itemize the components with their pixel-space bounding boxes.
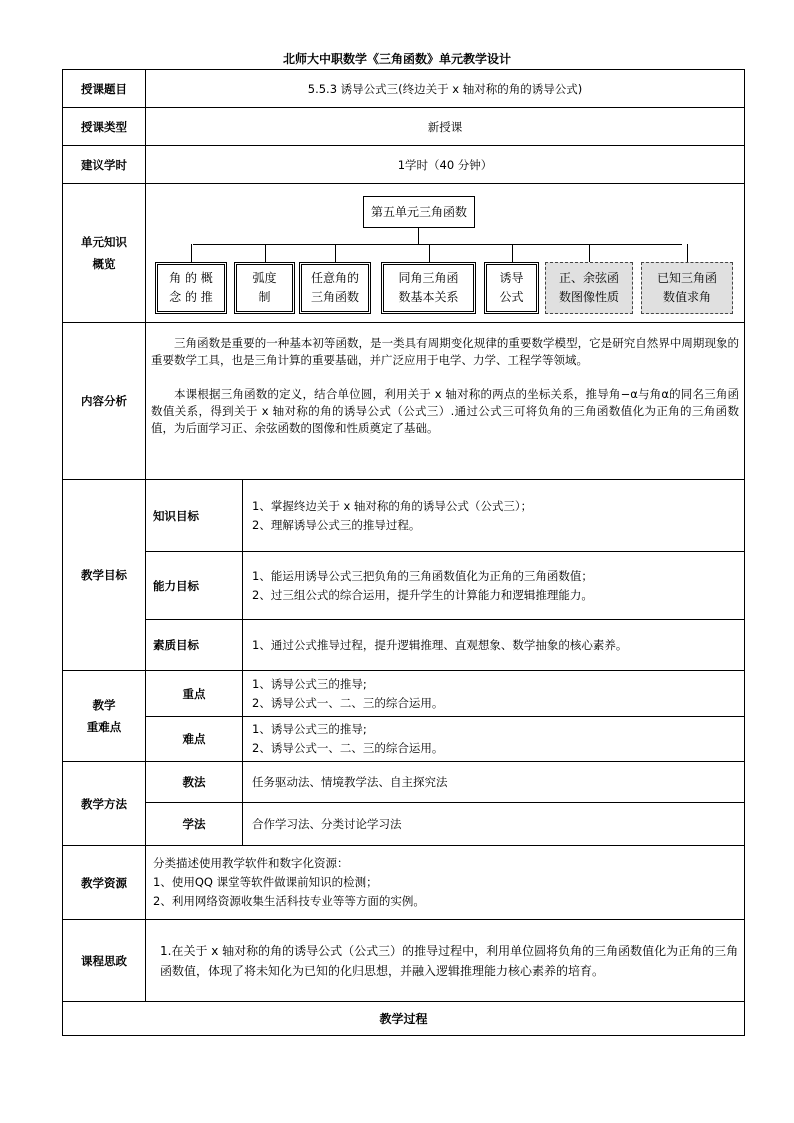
content-paragraph-1: 三角函数是重要的一种基本初等函数，是一类具有周期变化规律的重要数学模型，它是研究自然界中周期现象的重要数学工具，也是三角计算的重要基础，并广泛应用于电学、力学、工程学等领域。: [151, 336, 740, 367]
unit-overview-label: [63, 184, 146, 323]
row-ideology: [63, 920, 745, 1002]
knowledge-map-connector: [191, 244, 192, 262]
knowledge-goal-list: [243, 497, 744, 535]
key-point-item: 1、诱导公式三的推导;: [252, 676, 367, 691]
document-title: 北师大中职数学《三角函数》单元教学设计: [282, 52, 511, 66]
knowledge-map-box-line1: 任意角的: [310, 270, 359, 285]
knowledge-map-box-induction-formula: [484, 262, 539, 314]
row-teaching-method: [63, 762, 745, 803]
content-paragraph-2: 本课根据三角函数的定义，结合单位圆，利用关于 x 轴对称的两点的坐标关系，推导角−α与角α的同名三角函数值关系，得到关于 x 轴对称的角的诱导公式（公式三）.通过公式三可将负角的三角函数值化为正角的三角函数值，为后面学习正、余弦函数的图像和性质奠定了基础。: [151, 387, 740, 435]
content-analysis-cell: [146, 323, 745, 480]
row-topic: [63, 70, 745, 108]
hours-label: 建议学时: [63, 146, 146, 184]
key-point-item: 2、诱导公式一、二、三的综合运用。: [252, 695, 444, 710]
knowledge-map-box-line2: 念 的 推: [169, 289, 213, 304]
literacy-goal-label: 素质目标: [146, 620, 243, 671]
literacy-goal-content: [243, 620, 745, 671]
knowledge-map-connector: [512, 244, 513, 262]
knowledge-map-box-trig-function: [299, 262, 371, 314]
knowledge-map-connector: [589, 244, 590, 262]
teaching-method-content: [243, 762, 745, 803]
knowledge-map-box-line1: 已知三角函: [656, 270, 717, 285]
resources-item: 分类描述使用教学软件和数字化资源：: [153, 856, 349, 870]
knowledge-map-connector: [429, 244, 430, 262]
lesson-type-label: 授课类型: [63, 108, 146, 146]
knowledge-map-connector: [687, 244, 688, 262]
knowledge-map-box-line1: 角 的 概: [169, 270, 213, 285]
learning-method-content: [243, 803, 745, 846]
knowledge-map-box-angle-concept: [155, 262, 227, 314]
resources-item: 1、使用QQ 课堂等软件做课前知识的检测；: [153, 875, 378, 889]
hours-value: 1学时（40 分钟）: [146, 146, 745, 184]
lesson-type-value: 新授课: [146, 108, 745, 146]
knowledge-map-box-line2: 三角函数: [310, 289, 359, 304]
row-lesson-type: [63, 108, 745, 146]
resources-item: 2、利用网络资源收集生活科技专业等等方面的实例。: [153, 894, 425, 908]
row-hours: [63, 146, 745, 184]
knowledge-map-box-line2: 数值求角: [662, 289, 711, 304]
key-point-list: [243, 675, 744, 713]
key-difficult-label-line2: 重难点: [86, 720, 122, 734]
row-goal-knowledge: [63, 480, 745, 552]
knowledge-map-box-line2: 数图像性质: [558, 289, 619, 304]
knowledge-map: [146, 188, 744, 319]
teaching-process-title: 教学过程: [63, 1002, 745, 1036]
knowledge-map-box-radian: [234, 262, 295, 314]
row-key-point: [63, 671, 745, 717]
knowledge-map-box-line2: 数基本关系: [398, 289, 459, 304]
learning-method-value: 合作学习法、分类讨论学习法: [252, 816, 402, 831]
resources-label: 教学资源: [63, 846, 146, 920]
key-point-content: [243, 671, 745, 717]
ability-goal-item: 1、能运用诱导公式三把负角的三角函数值化为正角的三角函数值；: [252, 568, 593, 583]
content-analysis-label: 内容分析: [63, 323, 146, 480]
teaching-method-label: 教法: [146, 762, 243, 803]
resources-content: [146, 846, 745, 920]
teaching-goals-label: 教学目标: [63, 480, 146, 671]
knowledge-map-box-find-angle: [641, 262, 733, 314]
row-resources: [63, 846, 745, 920]
key-difficult-label-line1: 教学: [92, 698, 116, 712]
unit-overview-label-line1: 单元知识: [81, 235, 127, 249]
knowledge-map-root: 第五单元三角函数: [363, 196, 475, 228]
lesson-plan-table: [62, 69, 745, 1036]
row-goal-ability: [63, 552, 745, 620]
knowledge-map-root-connector: [418, 227, 419, 244]
knowledge-goal-item: 2、理解诱导公式三的推导过程。: [252, 517, 421, 532]
knowledge-map-box-line2: 公式: [499, 289, 524, 304]
ability-goal-label: 能力目标: [146, 552, 243, 620]
ability-goal-item: 2、过三组公式的综合运用，提升学生的计算能力和逻辑推理能力。: [252, 587, 593, 602]
difficult-point-list: [243, 720, 744, 758]
teaching-methods-label: 教学方法: [63, 762, 146, 846]
knowledge-map-branch-line: [193, 244, 682, 245]
row-teaching-process: [63, 1002, 745, 1036]
difficult-point-content: [243, 717, 745, 762]
knowledge-map-box-line2: 制: [258, 289, 271, 304]
resources-list: [146, 854, 744, 911]
row-goal-literacy: [63, 620, 745, 671]
difficult-point-item: 1、诱导公式三的推导;: [252, 722, 367, 736]
ability-goal-list: [243, 567, 744, 605]
knowledge-map-box-line1: 弧度: [252, 270, 277, 285]
knowledge-map-box-sin-cos-graph: [545, 262, 633, 314]
literacy-goal-list: [243, 636, 744, 655]
teaching-method-value: 任务驱动法、情境教学法、自主探究法: [252, 774, 448, 789]
topic-label: 授课题目: [63, 70, 146, 108]
unit-overview-label-line2: 概览: [92, 257, 116, 271]
key-difficult-label: [63, 671, 146, 762]
ideology-content: [146, 920, 745, 1002]
ideology-text: 1.在关于 x 轴对称的角的诱导公式（公式三）的推导过程中，利用单位圆将负角的三角函数值化为正角的三角函数值，体现了将未知化为已知的化归思想，并融入逻辑推理能力核心素养的培育。: [160, 943, 739, 978]
ideology-label: 课程思政: [63, 920, 146, 1002]
row-difficult-point: [63, 717, 745, 762]
difficult-point-item: 2、诱导公式一、二、三的综合运用。: [252, 741, 444, 755]
knowledge-map-box-line1: 诱导: [499, 270, 524, 285]
row-learning-method: [63, 803, 745, 846]
row-content-analysis: [63, 323, 745, 480]
knowledge-map-connector: [265, 244, 266, 262]
key-point-label: 重点: [146, 671, 243, 717]
difficult-point-label: 难点: [146, 717, 243, 762]
literacy-goal-item: 1、通过公式推导过程，提升逻辑推理、直观想象、数学抽象的核心素养。: [252, 637, 628, 652]
knowledge-goal-content: [243, 480, 745, 552]
knowledge-map-box-line1: 正、余弦函: [558, 270, 619, 285]
knowledge-map-box-line1: 同角三角函: [398, 270, 459, 285]
topic-value: 5.5.3 诱导公式三(终边关于 x 轴对称的角的诱导公式): [146, 70, 745, 108]
learning-method-label: 学法: [146, 803, 243, 846]
knowledge-map-box-same-angle-relation: [381, 262, 476, 314]
row-unit-overview: [63, 184, 745, 323]
knowledge-map-connector: [335, 244, 336, 262]
unit-overview-diagram-cell: [146, 184, 745, 323]
knowledge-goal-label: 知识目标: [146, 480, 243, 552]
knowledge-goal-item: 1、掌握终边关于 x 轴对称的角的诱导公式（公式三）；: [252, 498, 533, 513]
ability-goal-content: [243, 552, 745, 620]
